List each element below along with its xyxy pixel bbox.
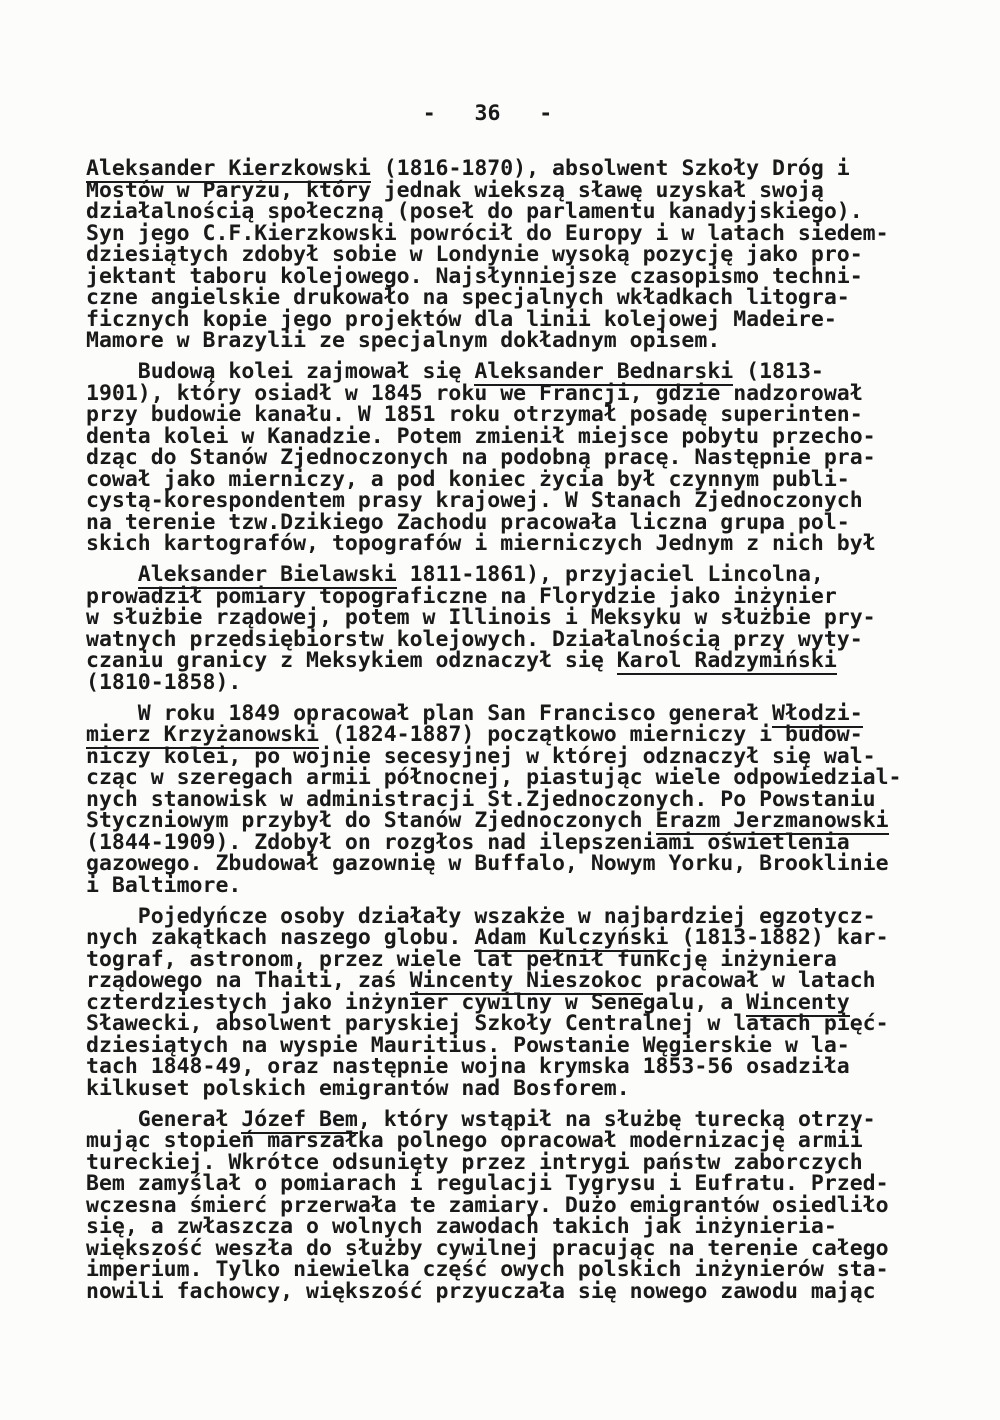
text-run: skich kartografów, topografów i mierniczych Jednym z nich był: [86, 531, 876, 556]
text-line: [86, 201, 901, 223]
text-run: cząc w szeregach armii północnej, piastując wiele odpowiedzial-: [86, 765, 902, 790]
underlined-name: Erazm Jerzmanowski: [655, 808, 889, 833]
text-line: [86, 423, 901, 449]
text-line: [86, 1032, 901, 1058]
text-line: [86, 872, 901, 898]
text-line: [86, 1075, 901, 1101]
text-line: [86, 306, 901, 332]
text-run: mując stopień marszałka polnego opracował modernizację armii: [86, 1128, 863, 1153]
text-run: czne angielskie drukowało na specjalnych wkładkach litogra-: [86, 285, 850, 310]
text-run: denta kolei w Kanadzie. Potem zmienił miejsce pobytu przecho-: [86, 423, 876, 449]
text-line: [86, 177, 901, 203]
text-run: Pojedyńcze osoby działały wszakże w najbardziej egzotycz-: [86, 903, 876, 929]
text-line: [86, 1259, 901, 1281]
paragraph: [86, 361, 901, 555]
page-text: [86, 158, 901, 1312]
text-run: (1844-1909). Zdobył on rozgłos nad ilepszeniami oświetlenia: [86, 829, 850, 855]
text-run: i Baltimore.: [86, 872, 242, 898]
text-run: Syn jego C.F.Kierzkowski powrócił do Europy i w latach siedem-: [86, 220, 889, 246]
text-line: [86, 1106, 901, 1132]
text-line: [86, 700, 901, 726]
text-line: [86, 361, 901, 383]
text-run: Sławecki, absolwent paryskiej Szkoły Centralnej w latach pięć-: [86, 1011, 889, 1036]
text-line: [86, 490, 901, 512]
text-run: , który wstąpił na służbę turecką otrzy-: [357, 1106, 876, 1132]
text-line: [86, 1216, 901, 1238]
text-run: czterdziestych jako inżynier cywilny w Senegalu, a: [86, 989, 747, 1015]
text-line: [86, 829, 901, 855]
text-run: Mostów w Paryżu, który jednak wiekszą sławę uzyskał swoją: [86, 177, 824, 203]
text-line: [86, 1173, 901, 1195]
text-run: w służbie rządowej, potem w Illinois i Meksyku w służbie pry-: [86, 605, 876, 630]
text-line: [86, 466, 901, 492]
text-line: [86, 743, 901, 769]
paragraph: [86, 700, 902, 898]
text-run: 1811-1861), przyjaciel Lincolna,: [396, 562, 824, 587]
underlined-name: Włodzi-: [772, 700, 863, 726]
text-run: imperium. Tylko niewielka część owych polskich inżynierów sta-: [86, 1257, 889, 1282]
text-run: tureckiej. Wkrótce odsunięty przez intrygi państw zaborczych: [86, 1149, 863, 1175]
text-run: Mamore w Brazylii ze specjalnym dokładnym opisem.: [86, 328, 721, 353]
text-line: [86, 1192, 901, 1218]
underlined-name: mierz Krzyżanowski: [86, 722, 319, 747]
text-line: [86, 970, 901, 992]
text-run: ficznych kopie jego projektów dla linii kolejowej Madeire-: [86, 306, 837, 332]
text-line: [86, 989, 901, 1015]
page-number: - 36 -: [422, 101, 553, 126]
text-line: [86, 404, 901, 426]
text-line: [86, 724, 901, 746]
text-run: na terenie tzw.Dzikiego Zachodu pracowała liczna grupa pol-: [86, 509, 850, 535]
text-run: Styczniowym przybył do Stanów Zjednoczonych: [86, 808, 656, 833]
underlined-name: Józef Bem: [241, 1106, 358, 1132]
text-line: [86, 1130, 901, 1152]
text-run: cował jako mierniczy, a pod koniec życia był czynnym publi-: [86, 466, 850, 492]
underlined-name: Aleksander Kierzkowski: [86, 156, 371, 181]
text-run: Budową kolei zajmował się: [86, 359, 475, 384]
text-line: [86, 607, 901, 629]
text-line: [86, 287, 901, 309]
text-line: [86, 380, 901, 406]
text-run: prowadził pomiary topograficzne na Florydzie jako inżynier: [86, 583, 837, 609]
text-line: [86, 767, 901, 789]
text-run: się, a zwłaszcza o wolnych zawodach takich jak inżynieria-: [86, 1214, 837, 1239]
underlined-name: Aleksander Bednarski: [474, 359, 734, 384]
underlined-name: Wincenty: [746, 989, 850, 1015]
paragraph: [86, 903, 901, 1101]
text-line: [86, 853, 901, 875]
text-run: wczesna śmierć przerwała te zamiary. Dużo emigrantów osiedliło: [86, 1192, 889, 1218]
text-line: [86, 1278, 901, 1304]
text-line: [86, 220, 901, 246]
text-line: [86, 509, 901, 535]
text-line: [86, 564, 901, 586]
text-line: [86, 330, 901, 352]
text-line: [86, 927, 901, 949]
text-run: (1816-1870), absolwent Szkoły Dróg i: [370, 156, 850, 181]
text-run: dząc do Stanów Zjednoczonych na podobną pracę. Następnie pra-: [86, 445, 876, 470]
text-line: [86, 1235, 901, 1261]
text-run: (1813-: [733, 359, 824, 384]
text-run: (1810-1858).: [86, 669, 242, 695]
paragraph: [86, 564, 901, 693]
text-line: [86, 946, 901, 972]
text-line: [86, 1013, 901, 1035]
text-run: Generał: [86, 1106, 242, 1132]
text-run: kilkuset polskich emigrantów nad Bosforem.: [86, 1075, 630, 1101]
text-run: większość weszła do służby cywilnej pracując na terenie całego: [86, 1235, 889, 1261]
text-run: nych stanowisk w administracji St.Zjednoczonych. Po Powstaniu: [86, 786, 876, 812]
paragraph: [86, 1106, 901, 1304]
text-line: [86, 1056, 901, 1078]
text-line: [86, 626, 901, 652]
text-line: [86, 447, 901, 469]
underlined-name: Karol Radzymiński: [616, 648, 837, 673]
text-run: 1901), który osiadł w 1845 roku we Francji, gdzie nadzorował: [86, 380, 863, 406]
text-line: [86, 1149, 901, 1175]
underlined-name: Aleksander Bielawski: [137, 562, 397, 587]
text-line: [86, 263, 901, 289]
text-line: [86, 786, 901, 812]
text-run: przy budowie kanału. W 1851 roku otrzymał posadę superinten-: [86, 402, 863, 427]
text-run: jektant taboru kolejowego. Najsłynniejsze czasopismo techni-: [86, 263, 863, 289]
text-line: [86, 650, 901, 672]
text-line: [86, 533, 901, 555]
text-run: rządowego na Thaiti, zaś: [86, 968, 410, 993]
text-run: nowili fachowcy, większość przyuczała się nowego zawodu mając: [86, 1278, 876, 1304]
text-run: cystą-korespondentem prasy krajowej. W Stanach Zjednoczonych: [86, 488, 863, 513]
text-run: czaniu granicy z Meksykiem odznaczył się: [86, 648, 617, 673]
text-run: (1813-1882) kar-: [668, 925, 889, 950]
text-run: nych zakątkach naszego globu.: [86, 925, 475, 950]
text-line: [86, 583, 901, 609]
text-run: tograf, astronom, przez wiele lat pełnił funkcję inżyniera: [86, 946, 837, 972]
text-run: tach 1848-49, oraz następnie wojna krymska 1853-56 osadziła: [86, 1054, 850, 1079]
text-line: [86, 244, 901, 266]
underlined-name: Wincenty Nieszokoc: [409, 968, 643, 993]
text-run: (1824-1887) początkowo mierniczy i budow-: [319, 722, 863, 747]
text-run: działalnością społeczną (poseł do parlamentu kanadyjskiego).: [86, 199, 863, 224]
text-line: [86, 810, 901, 832]
text-run: niczy kolei, po wojnie secesyjnej w której odznaczył się wal-: [86, 743, 876, 769]
text-run: watnych przedsiębiorstw kolejowych. Działalnością przy wyty-: [86, 626, 863, 652]
text-run: gazowego. Zbudował gazownię w Buffalo, Nowym Yorku, Brooklinie: [86, 851, 889, 876]
paragraph: [86, 158, 901, 352]
text-line: [86, 158, 901, 180]
text-run: dziesiątych zdobył sobie w Londynie wysoką pozycję jako pro-: [86, 242, 863, 267]
text-run: Bem zamyślał o pomiarach i regulacji Tygrysu i Eufratu. Przed-: [86, 1171, 889, 1196]
text-run: pracował w latach: [642, 968, 876, 993]
text-run: W roku 1849 opracował plan San Francisco generał: [86, 700, 773, 726]
underlined-name: Adam Kulczyński: [474, 925, 669, 950]
text-run: dziesiątych na wyspie Mauritius. Powstanie Węgierskie w la-: [86, 1032, 850, 1058]
text-line: [86, 903, 901, 929]
